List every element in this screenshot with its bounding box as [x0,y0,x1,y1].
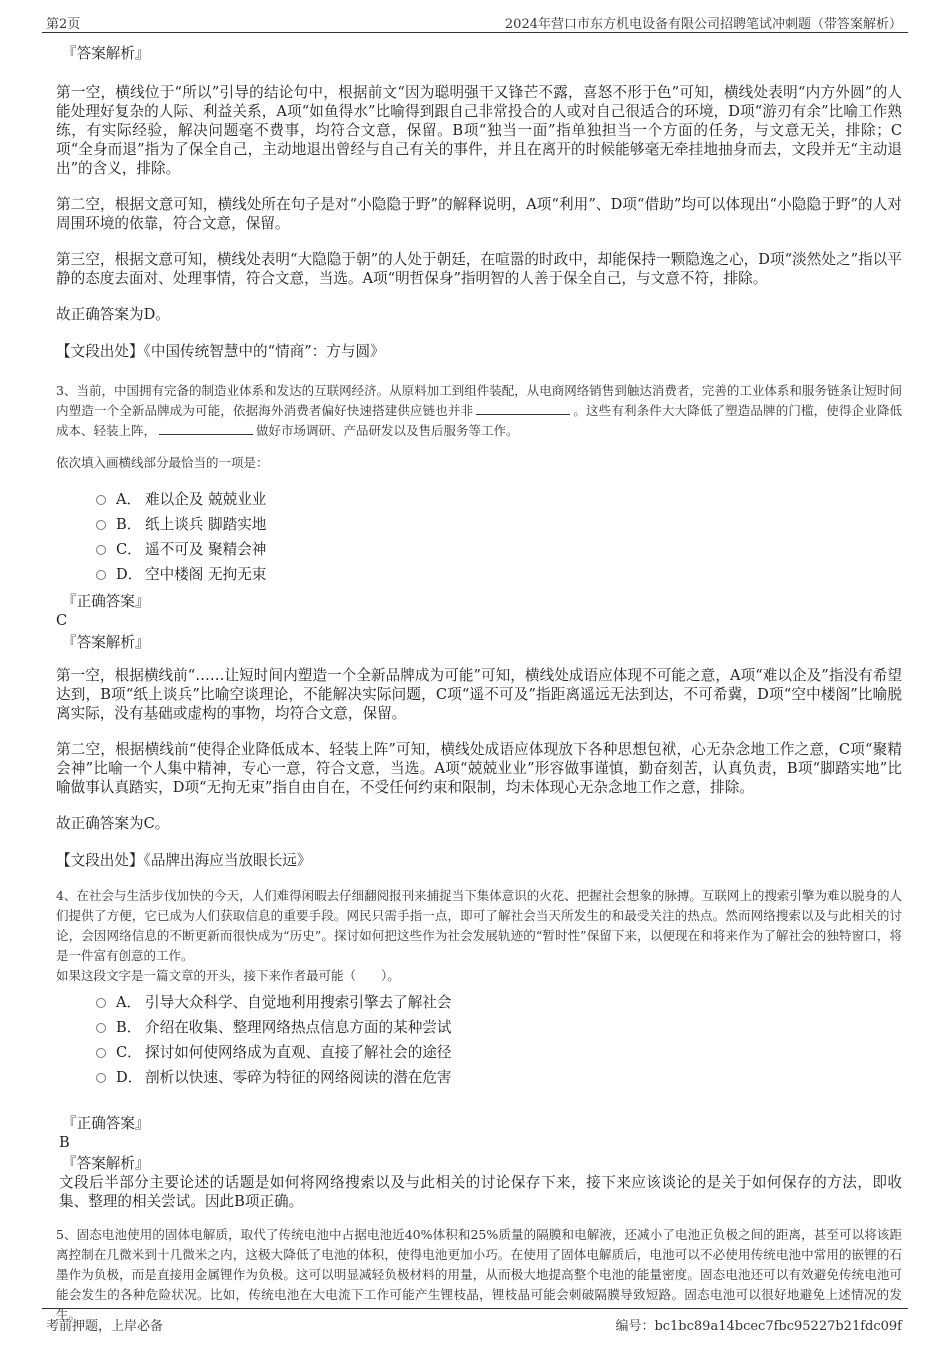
q2-source: 【文段出处】《中国传统智慧中的“情商”：方与圆》 [56,343,385,360]
q3-option-d[interactable] [96,562,902,587]
option-text: 引导大众科学、自觉地利用搜索引擎去了解社会 [145,994,452,1011]
option-label: A． [116,994,142,1011]
q4-analysis-p1: 文段后半部分主要论述的话题是如何将网络搜索以及与此相关的讨论保存下来，接下来应该谈论的是关于如何保存的方法，即收集、整理的相关尝试。因此B项正确。 [59,1174,902,1210]
radio-icon[interactable] [96,495,106,505]
option-label: B． [116,516,142,533]
q3-option-b[interactable] [96,512,902,537]
answer-blank [159,422,253,435]
q3-option-c[interactable] [96,537,902,562]
radio-icon[interactable] [96,520,106,530]
document-id: 编号：bc1bc89a14bcec7fbc95227b21fdc09f [615,1319,902,1334]
radio-icon[interactable] [96,1073,106,1083]
page-footer [42,1308,908,1334]
option-text: 难以企及 兢兢业业 [145,491,267,508]
q3-analysis-label: 『答案解析』 [62,634,150,651]
q4-prompt: 如果这段文字是一篇文章的开头，接下来作者最可能（ ）。 [56,968,400,983]
q2-analysis-label: 『答案解析』 [62,45,150,62]
q4-option-a[interactable] [96,990,902,1015]
option-label: A． [116,491,142,508]
option-label: C． [116,541,142,558]
q3-stem [56,381,902,441]
page-header [42,10,908,33]
q4-answer-label: 『正确答案』 [62,1115,150,1132]
document-title: 2024年营口市东方机电设备有限公司招聘笔试冲刺题（带答案解析） [504,17,902,32]
q5-stem: 5、固态电池使用的固体电解质，取代了传统电池中占据电池近40%体积和25%质量的隔膜和电解液，还减小了电池正负极之间的距离，甚至可以将该距离控制在几微米到十几微米之内，这极大降低了电池的体积，使得电池更加小巧。在使用了固体电解质后，电池可以不必使用传统电池中常用的嵌锂的石墨作为负极，而是直接用金属锂作为负极。这可以明显减轻负极材料的用量，从而极大地提高整个电池的能量密度。固态电池还可以有效避免传统电池可能会发生的各种危险状况。比如，传统电池在大电流下工作可能产生锂枝晶，锂枝晶可能会刺破隔膜导致短路。固态电池可以很好地避免上述情况的发生。 [56,1227,902,1322]
q3-analysis-p1: 第一空，根据横线前“……让短时间内塑造一个全新品牌成为可能”可知，横线处成语应体现不可能之意，A项“难以企及”指没有希望达到，B项“纸上谈兵”比喻空谈理论，不能解决实际问题，C项“遥不可及”指距离遥远无法到达，不可希冀，D项“空中楼阁”比喻脱离实际，没有基础或虚构的事物，均符合文意，保留。 [56,667,902,722]
q2-analysis-p1: 第一空，横线位于“所以”引导的结论句中，根据前文“因为聪明强干又锋芒不露，喜怒不形于色”可知，横线处表明“内方外圆”的人能处理好复杂的人际、利益关系，A项“如鱼得水”比喻得到跟自己非常投合的人或对自己很适合的环境，D项“游刃有余”比喻工作熟练，有实际经验，解决问题毫不费事，均符合文意，保留。B项“独当一面”指单独担当一个方面的任务，与文意无关，排除；C项“全身而退”指为了保全自己，主动地退出曾经与自己有关的事件，并且在离开的时候能够毫无牵挂地抽身而去，文段并无“主动退出”的含义，排除。 [56,84,902,177]
option-label: B． [116,1019,142,1036]
q3-source: 【文段出处】《品牌出海应当放眼长远》 [56,852,312,869]
q4-analysis-label: 『答案解析』 [62,1155,150,1172]
option-text: 纸上谈兵 脚踏实地 [145,516,267,533]
option-text: 空中楼阁 无拘无束 [145,566,267,583]
option-text: 遥不可及 聚精会神 [145,541,267,558]
radio-icon[interactable] [96,1048,106,1058]
q2-conclusion: 故正确答案为D。 [56,306,170,323]
option-label: D． [116,566,143,583]
q3-options [96,487,902,587]
option-label: D． [116,1069,143,1086]
option-text: 介绍在收集、整理网络热点信息方面的某种尝试 [145,1019,452,1036]
q4-option-c[interactable] [96,1040,902,1065]
q2-analysis-p3: 第三空，根据文意可知，横线处表明“大隐隐于朝”的人处于朝廷，在喧嚣的时政中，却能保持一颗隐逸之心，D项“淡然处之”指以平静的态度去面对、处理事情，符合文意，当选。A项“明哲保身”指明智的人善于保全自己，与文意不符，排除。 [56,251,902,287]
answer-blank [476,402,570,415]
page-number: 第2页 [46,17,81,32]
q3-stem-part-c: 做好市场调研、产品研发以及售后服务等工作。 [256,423,519,438]
q4-option-b[interactable] [96,1015,902,1040]
q4-option-d[interactable] [96,1065,902,1090]
document-body [56,40,902,1325]
q3-prompt: 依次填入画横线部分最恰当的一项是： [56,455,269,470]
radio-icon[interactable] [96,545,106,555]
q4-stem: 4、在社会与生活步伐加快的今天，人们难得闲暇去仔细翻阅报刊来捕捉当下集体意识的火花、把握社会想象的脉搏。互联网上的搜索引擎为难以脱身的人们提供了方便，它已成为人们获取信息的重要手段。网民只需手指一点，即可了解社会当天所发生的和最受关注的热点。然而网络搜索以及与此相关的讨论，会因网络信息的不断更新而很快成为“历史”。探讨如何把这些作为社会发展轨迹的“暂时性”保留下来，以便现在和将来作为了解社会的独特窗口，将是一件富有创意的工作。 [56,888,902,963]
q4-options [96,990,902,1090]
q3-stem-part-b: 。这些有利条件大大降低了塑造品牌的门槛，使得企业降低成本、轻装上阵， [56,403,902,438]
q3-answer-label: 『正确答案』 [62,593,150,610]
q3-option-a[interactable] [96,487,902,512]
q2-analysis-p2: 第二空，根据文意可知，横线处所在句子是对“小隐隐于野”的解释说明，A项“利用”、D项“借助”均可以体现出“小隐隐于野”的人对周围环境的依靠，符合文意，保留。 [56,196,902,232]
q3-conclusion: 故正确答案为C。 [56,815,170,832]
option-text: 探讨如何使网络成为直观、直接了解社会的途径 [145,1044,452,1061]
q4-answer: B [59,1134,70,1151]
q3-analysis-p2: 第二空，根据横线前“使得企业降低成本、轻装上阵”可知，横线处成语应体现放下各种思想包袱，心无杂念地工作之意，C项“聚精会神”比喻一个人集中精神，专心一意，符合文意，当选。A项“兢兢业业”形容做事谨慎，勤奋刻苦，认真负责，B项“脚踏实地”比喻做事认真踏实，D项“无拘无束”指自由自在，不受任何约束和限制，均未体现心无杂念地工作之意，排除。 [56,741,902,796]
q3-answer: C [56,612,68,629]
option-text: 剖析以快速、零碎为特征的网络阅读的潜在危害 [145,1069,452,1086]
footer-slogan: 考前押题，上岸必备 [46,1319,164,1334]
radio-icon[interactable] [96,998,106,1008]
radio-icon[interactable] [96,1023,106,1033]
radio-icon[interactable] [96,570,106,580]
q3-stem-part-a: 3、当前，中国拥有完备的制造业体系和发达的互联网经济。从原料加工到组件装配，从电商网络销售到触达消费者，完善的工业体系和服务链条让短时间内塑造一个全新品牌成为可能，依据海外消费者偏好快速搭建供应链也并非 [56,383,902,418]
option-label: C． [116,1044,142,1061]
